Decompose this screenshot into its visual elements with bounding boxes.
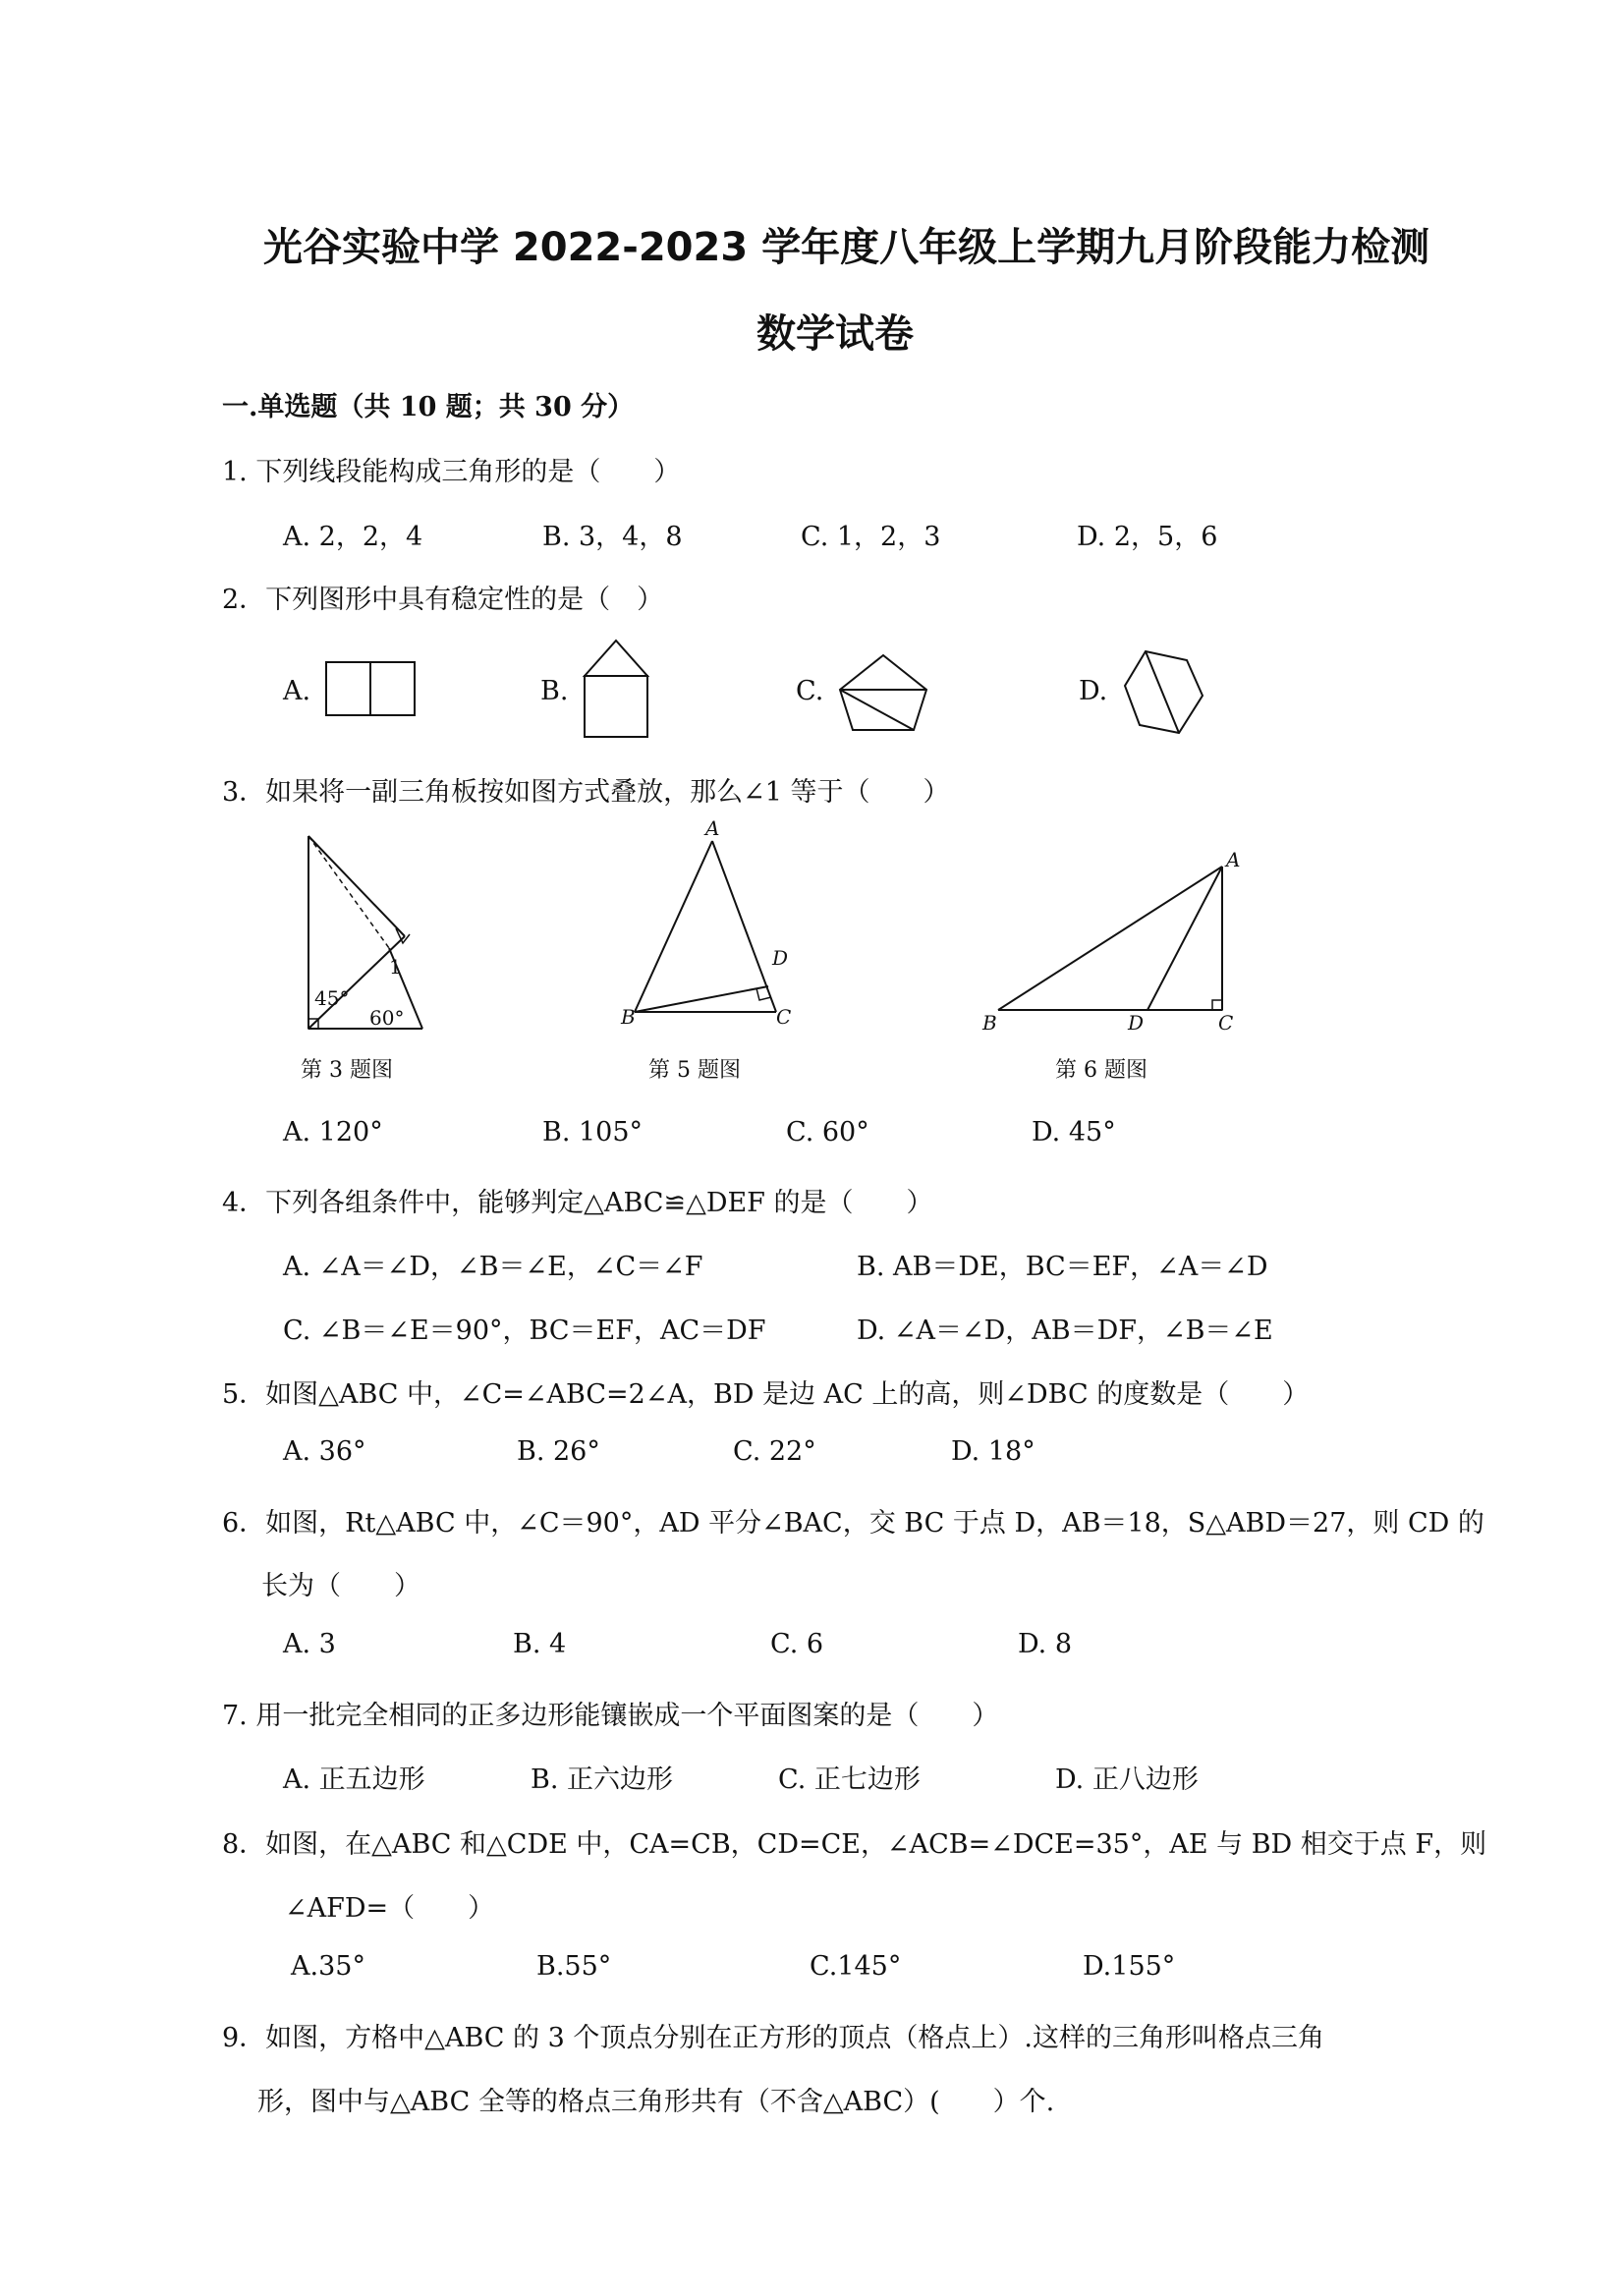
question-3-stem: 3．如果将一副三角板按如图方式叠放，那么∠1 等于（ ） — [222, 777, 950, 808]
q7-option-c: C. 正七边形 — [778, 1764, 921, 1795]
q1-option-c: C. 1，2，3 — [801, 522, 941, 552]
q6-option-b: B. 4 — [513, 1629, 567, 1659]
figure-5-triangle — [619, 815, 806, 1032]
q8-option-b: B.55° — [536, 1951, 612, 1982]
question-8-stem-line1: 8．如图，在△ABC 和△CDE 中，CA=CB，CD=CE，∠ACB=∠DCE=35°，AE 与 BD 相交于点 F，则 — [222, 1829, 1487, 1860]
exam-title: 光谷实验中学 2022-2023 学年度八年级上学期九月阶段能力检测 — [263, 225, 1430, 270]
q2-label-c: C. — [796, 676, 824, 706]
fig6-label-c: C — [1218, 1011, 1234, 1035]
q4-option-a: A. ∠A＝∠D，∠B＝∠E，∠C＝∠F — [283, 1252, 703, 1282]
hexagon-diagonal-icon — [1122, 648, 1204, 737]
q3-option-b: B. 105° — [542, 1117, 644, 1148]
q2-label-a: A. — [283, 676, 311, 706]
question-7-stem: 7. 用一批完全相同的正多边形能镶嵌成一个平面图案的是（ ） — [222, 1701, 999, 1731]
q6-option-c: C. 6 — [770, 1629, 824, 1659]
q4-option-b: B. AB＝DE，BC＝EF，∠A＝∠D — [857, 1252, 1268, 1282]
pentagon-triangulated-icon — [837, 652, 929, 733]
fig3-label-45: 45° — [314, 986, 350, 1010]
question-6-stem-line2: 长为（ ） — [261, 1571, 420, 1601]
q4-option-d: D. ∠A＝∠D，AB＝DF，∠B＝∠E — [857, 1316, 1273, 1346]
question-5-stem: 5．如图△ABC 中，∠C=∠ABC=2∠A，BD 是边 AC 上的高，则∠DBC 的度数是（ ） — [222, 1379, 1310, 1410]
section-heading: 一.单选题（共 10 题；共 30 分） — [222, 392, 635, 422]
q6-option-d: D. 8 — [1018, 1629, 1073, 1659]
question-9-stem-line2: 形，图中与△ABC 全等的格点三角形共有（不含△ABC）( ）个. — [257, 2087, 1055, 2117]
exam-subtitle: 数学试卷 — [756, 311, 914, 357]
q4-option-c: C. ∠B＝∠E＝90°，BC＝EF，AC＝DF — [283, 1316, 766, 1346]
fig3-label-60: 60° — [369, 1006, 405, 1030]
q5-option-a: A. 36° — [283, 1436, 366, 1467]
q5-option-b: B. 26° — [517, 1436, 600, 1467]
question-8-stem-line2: ∠AFD=（ ） — [285, 1893, 495, 1924]
question-1-stem: 1. 下列线段能构成三角形的是（ ） — [222, 457, 681, 487]
fig6-label-b: B — [982, 1011, 997, 1035]
fig5-label-d: D — [772, 946, 789, 970]
fig5-label-c: C — [776, 1005, 792, 1029]
question-6-stem-line1: 6．如图，Rt△ABC 中，∠C＝90°，AD 平分∠BAC，交 BC 于点 D，AB＝18，S△ABD＝27，则 CD 的 — [222, 1508, 1484, 1539]
q1-option-d: D. 2，5，6 — [1077, 522, 1218, 552]
figure-5-caption: 第 5 题图 — [648, 1058, 741, 1083]
rectangle-split-icon — [324, 660, 419, 719]
question-9-stem-line1: 9．如图，方格中△ABC 的 3 个顶点分别在正方形的顶点（格点上）.这样的三角形叫格点三角 — [222, 2023, 1324, 2053]
q1-option-b: B. 3，4，8 — [542, 522, 683, 552]
q1-option-a: A. 2，2，4 — [283, 522, 423, 552]
q2-label-b: B. — [540, 676, 569, 706]
q8-option-c: C.145° — [810, 1951, 902, 1982]
q3-option-a: A. 120° — [283, 1117, 383, 1148]
house-pentagon-icon — [582, 637, 650, 743]
q8-option-a: A.35° — [291, 1951, 365, 1982]
question-4-stem: 4．下列各组条件中，能够判定△ABC≌△DEF 的是（ ） — [222, 1188, 933, 1218]
fig5-label-a: A — [705, 816, 720, 840]
q5-option-c: C. 22° — [733, 1436, 816, 1467]
fig6-label-d: D — [1128, 1011, 1145, 1035]
q3-option-d: D. 45° — [1032, 1117, 1116, 1148]
fig6-label-a: A — [1226, 848, 1241, 871]
fig3-label-1: 1 — [389, 955, 402, 979]
figure-6-caption: 第 6 题图 — [1055, 1058, 1147, 1083]
figure-3-caption: 第 3 题图 — [301, 1058, 393, 1083]
q7-option-b: B. 正六边形 — [531, 1764, 674, 1795]
fig5-label-b: B — [621, 1005, 636, 1029]
figure-3-triangle-rulers — [295, 830, 442, 1036]
q7-option-a: A. 正五边形 — [283, 1764, 425, 1795]
question-2-stem: 2．下列图形中具有稳定性的是（ ） — [222, 585, 664, 615]
q5-option-d: D. 18° — [951, 1436, 1035, 1467]
q6-option-a: A. 3 — [283, 1629, 336, 1659]
q7-option-d: D. 正八边形 — [1055, 1764, 1199, 1795]
q3-option-c: C. 60° — [786, 1117, 869, 1148]
figure-6-right-triangle — [979, 845, 1263, 1035]
q2-label-d: D. — [1079, 676, 1108, 706]
q8-option-d: D.155° — [1083, 1951, 1176, 1982]
